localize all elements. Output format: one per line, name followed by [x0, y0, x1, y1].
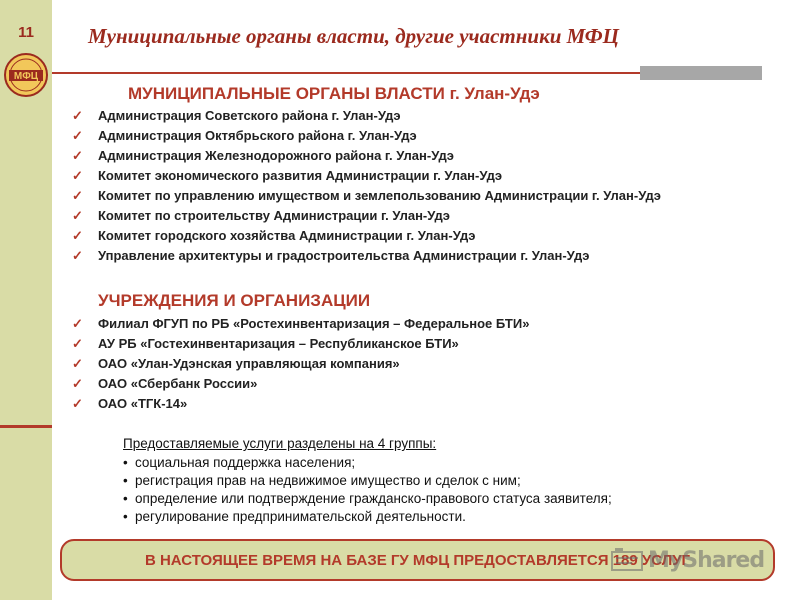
municipal-list [72, 108, 762, 268]
list-item: ✓ Комитет по строительству Администрации г. Улан-Удэ [72, 208, 450, 223]
municipal-heading: МУНИЦИПАЛЬНЫЕ ОРГАНЫ ВЛАСТИ г. Улан-Удэ [128, 84, 540, 103]
check-icon: ✓ [72, 188, 83, 203]
check-icon: ✓ [72, 108, 83, 123]
check-icon: ✓ [72, 248, 83, 263]
watermark [610, 545, 764, 575]
check-icon: ✓ [72, 356, 83, 371]
check-icon: ✓ [72, 208, 83, 223]
check-icon: ✓ [72, 148, 83, 163]
left-band-divider [0, 425, 52, 428]
list-item: • определение или подтверждение гражданско-правового статуса заявителя; [123, 490, 763, 508]
list-item: ✓ Администрация Октябрьского района г. Улан-Удэ [72, 128, 417, 143]
services-heading: Предоставляемые услуги разделены на 4 группы: [123, 436, 437, 451]
check-icon: ✓ [72, 228, 83, 243]
presentation-icon [610, 546, 644, 574]
check-icon: ✓ [72, 316, 83, 331]
watermark-text: MyShared [648, 547, 765, 573]
organizations-list [72, 316, 762, 416]
list-item: ✓ АУ РБ «Гостехинвентаризация – Республиканское БТИ» [72, 336, 459, 351]
list-item: ✓ Комитет городского хозяйства Администрации г. Улан-Удэ [72, 228, 476, 243]
title-accent-bar [640, 66, 762, 80]
organizations-heading: УЧРЕЖДЕНИЯ И ОРГАНИЗАЦИИ [98, 291, 371, 310]
list-item: ✓ Комитет экономического развития Администрации г. Улан-Удэ [72, 168, 503, 183]
logo-text: МФЦ [13, 71, 39, 82]
list-item: ✓ Управление архитектуры и градостроительства Администрации г. Улан-Удэ [72, 248, 590, 263]
check-icon: ✓ [72, 128, 83, 143]
list-item: • регистрация прав на недвижимое имущество и сделок с ним; [123, 472, 763, 490]
list-item: ✓ Филиал ФГУП по РБ «Ростехинвентаризация – Федеральное БТИ» [72, 316, 530, 331]
slide-number: 11 [18, 24, 34, 41]
list-item: ✓ Администрация Советского района г. Улан-Удэ [72, 108, 401, 123]
check-icon: ✓ [72, 336, 83, 351]
banner-text: В НАСТОЯЩЕЕ ВРЕМЯ НА БАЗЕ ГУ МФЦ ПРЕДОСТАВЛЯЕТСЯ 189 УСЛУГ [144, 551, 691, 569]
list-item: • социальная поддержка населения; [123, 454, 763, 472]
list-item: ✓ Администрация Железнодорожного района г. Улан-Удэ [72, 148, 454, 163]
services-block [123, 436, 763, 526]
page-title: Муниципальные органы власти, другие участники МФЦ [88, 24, 619, 48]
check-icon: ✓ [72, 396, 83, 411]
list-item: ✓ Комитет по управлению имуществом и землепользованию Администрации г. Улан-Удэ [72, 188, 661, 203]
check-icon: ✓ [72, 376, 83, 391]
check-icon: ✓ [72, 168, 83, 183]
services-list [123, 454, 763, 526]
list-item: • регулирование предпринимательской деятельности. [123, 508, 763, 526]
list-item: ✓ ОАО «ТГК-14» [72, 396, 188, 411]
list-item: ✓ ОАО «Улан-Удэнская управляющая компания» [72, 356, 400, 371]
list-item: ✓ ОАО «Сбербанк России» [72, 376, 258, 391]
mfc-emblem-icon [3, 52, 49, 98]
